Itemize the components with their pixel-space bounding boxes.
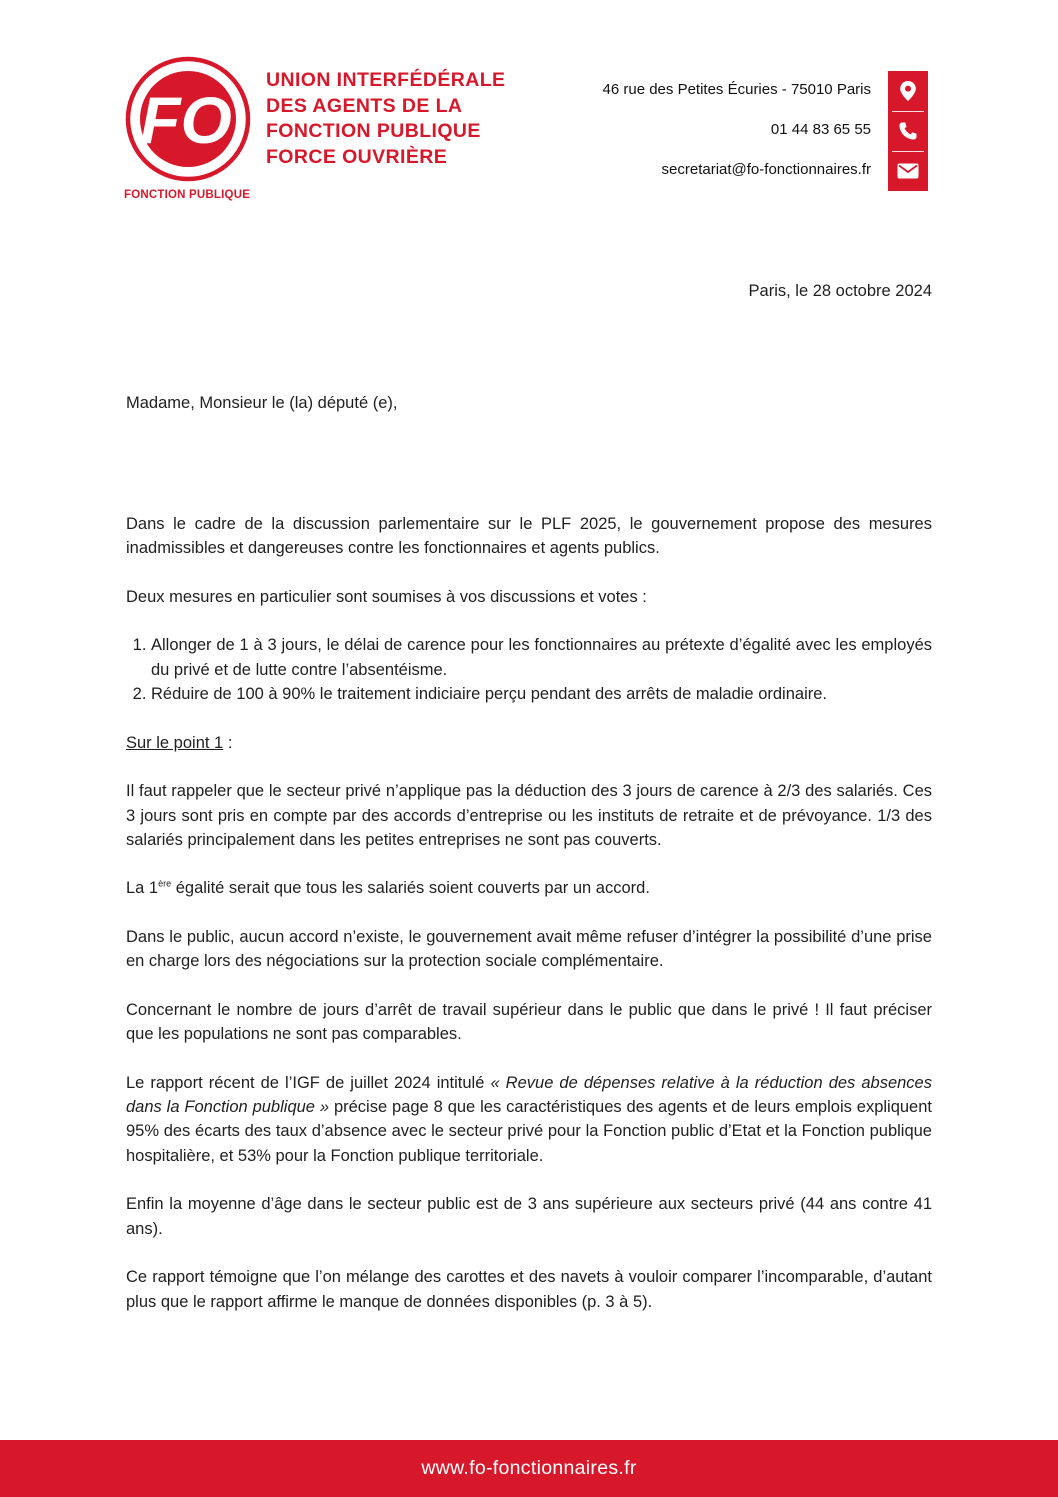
point1-heading: Sur le point 1 bbox=[126, 733, 224, 752]
report-text: Le rapport récent de l’IGF de juillet 2024 intitulé bbox=[126, 1073, 491, 1092]
measures-intro: Deux mesures en particulier sont soumises à vos discussions et votes : bbox=[126, 587, 647, 606]
private-sector-paragraph: Il faut rappeler que le secteur privé n’applique pas la déduction des 3 jours de carence à 2/3 des salariés. Ces 3 jours sont pris en compte par des accords d’entreprise ou les instituts de retraite et de prévoyance. 1/3 des salariés principalement dans les petites entreprises ne sont pas couverts. bbox=[126, 782, 932, 849]
icon-divider bbox=[892, 151, 924, 152]
footer-bar bbox=[0, 1440, 1058, 1497]
phone-text: 01 44 83 65 55 bbox=[770, 121, 871, 138]
equality-paragraph bbox=[126, 876, 932, 900]
org-name-line: FORCE OUVRIÈRE bbox=[266, 145, 448, 168]
address-text: 46 rue des Petites Écuries - 75010 Paris bbox=[602, 81, 871, 98]
measures-list bbox=[126, 633, 932, 706]
org-name-line: UNION INTERFÉDÉRALE bbox=[266, 69, 506, 91]
email-link[interactable]: secretariat@fo-fonctionnaires.fr bbox=[661, 161, 871, 178]
measure-item: 2. Réduire de 100 à 90% le traitement indiciaire perçu pendant des arrêts de maladie ordinaire. bbox=[151, 682, 932, 706]
equality-text: égalité serait que tous les salariés soient couverts par un accord. bbox=[171, 879, 650, 898]
measure-item: 1. Allonger de 1 à 3 jours, le délai de carence pour les fonctionnaires au prétexte d’égalité avec les employés du privé et de lutte contre l’absentéisme. bbox=[151, 633, 932, 682]
conclusion-paragraph: Ce rapport témoigne que l’on mélange des carottes et des navets à vouloir comparer l’incomparable, d’autant plus que le rapport affirme le manque de données disponibles (p. 3 à 5). bbox=[126, 1268, 932, 1311]
envelope-icon bbox=[888, 151, 928, 191]
report-title: « Revue de dépenses relative à la réduction des absences dans la Fonction publique » bbox=[126, 1073, 932, 1117]
days-paragraph: Concernant le nombre de jours d’arrêt de travail supérieur dans le public que dans le privé ! Il faut préciser que les populations ne sont pas comparables. bbox=[126, 1000, 932, 1044]
organization-name bbox=[266, 68, 505, 170]
report-text: précise page 8 que les caractéristiques des agents et de leurs emplois expliquent 95% des écarts des taux d’absence avec le secteur privé pour la Fonction public d’Etat et la Fonction publique hospitalière, et 53% pour la Fonction publique territoriale. bbox=[126, 1098, 932, 1165]
public-sector-paragraph: Dans le public, aucun accord n’existe, le gouvernement avait même refuser d’intégrer la possibilité d’une prise en charge lors des négociations sur la protection sociale complémentaire. bbox=[126, 928, 932, 971]
contact-icon-bar bbox=[888, 71, 928, 191]
website-link[interactable]: www.fo-fonctionnaires.fr bbox=[421, 1457, 637, 1479]
logo-text: FO bbox=[140, 83, 232, 157]
intro-paragraph: Dans le cadre de la discussion parlementaire sur le PLF 2025, le gouvernement propose des mesures inadmissibles et dangereuses contre les fonctionnaires et agents publics. bbox=[126, 515, 932, 558]
logo-caption: FONCTION PUBLIQUE bbox=[124, 189, 251, 201]
ordinal-superscript: ère bbox=[158, 878, 172, 889]
equality-text: La 1 bbox=[126, 879, 159, 898]
phone-icon bbox=[888, 111, 928, 151]
point1-suffix: : bbox=[223, 733, 233, 752]
icon-divider bbox=[892, 111, 924, 112]
letter-date: Paris, le 28 octobre 2024 bbox=[748, 282, 932, 300]
age-paragraph: Enfin la moyenne d’âge dans le secteur public est de 3 ans supérieure aux secteurs privé (44 ans contre 41 ans). bbox=[126, 1195, 932, 1238]
letter-body bbox=[126, 512, 932, 1338]
salutation: Madame, Monsieur le (la) député (e), bbox=[126, 394, 398, 412]
location-pin-icon bbox=[888, 71, 928, 111]
org-name-line: FONCTION PUBLIQUE bbox=[266, 120, 481, 142]
fo-logo bbox=[122, 55, 254, 183]
org-name-line: DES AGENTS DE LA bbox=[266, 94, 463, 117]
point1-heading-line bbox=[126, 731, 932, 755]
report-paragraph bbox=[126, 1071, 932, 1168]
